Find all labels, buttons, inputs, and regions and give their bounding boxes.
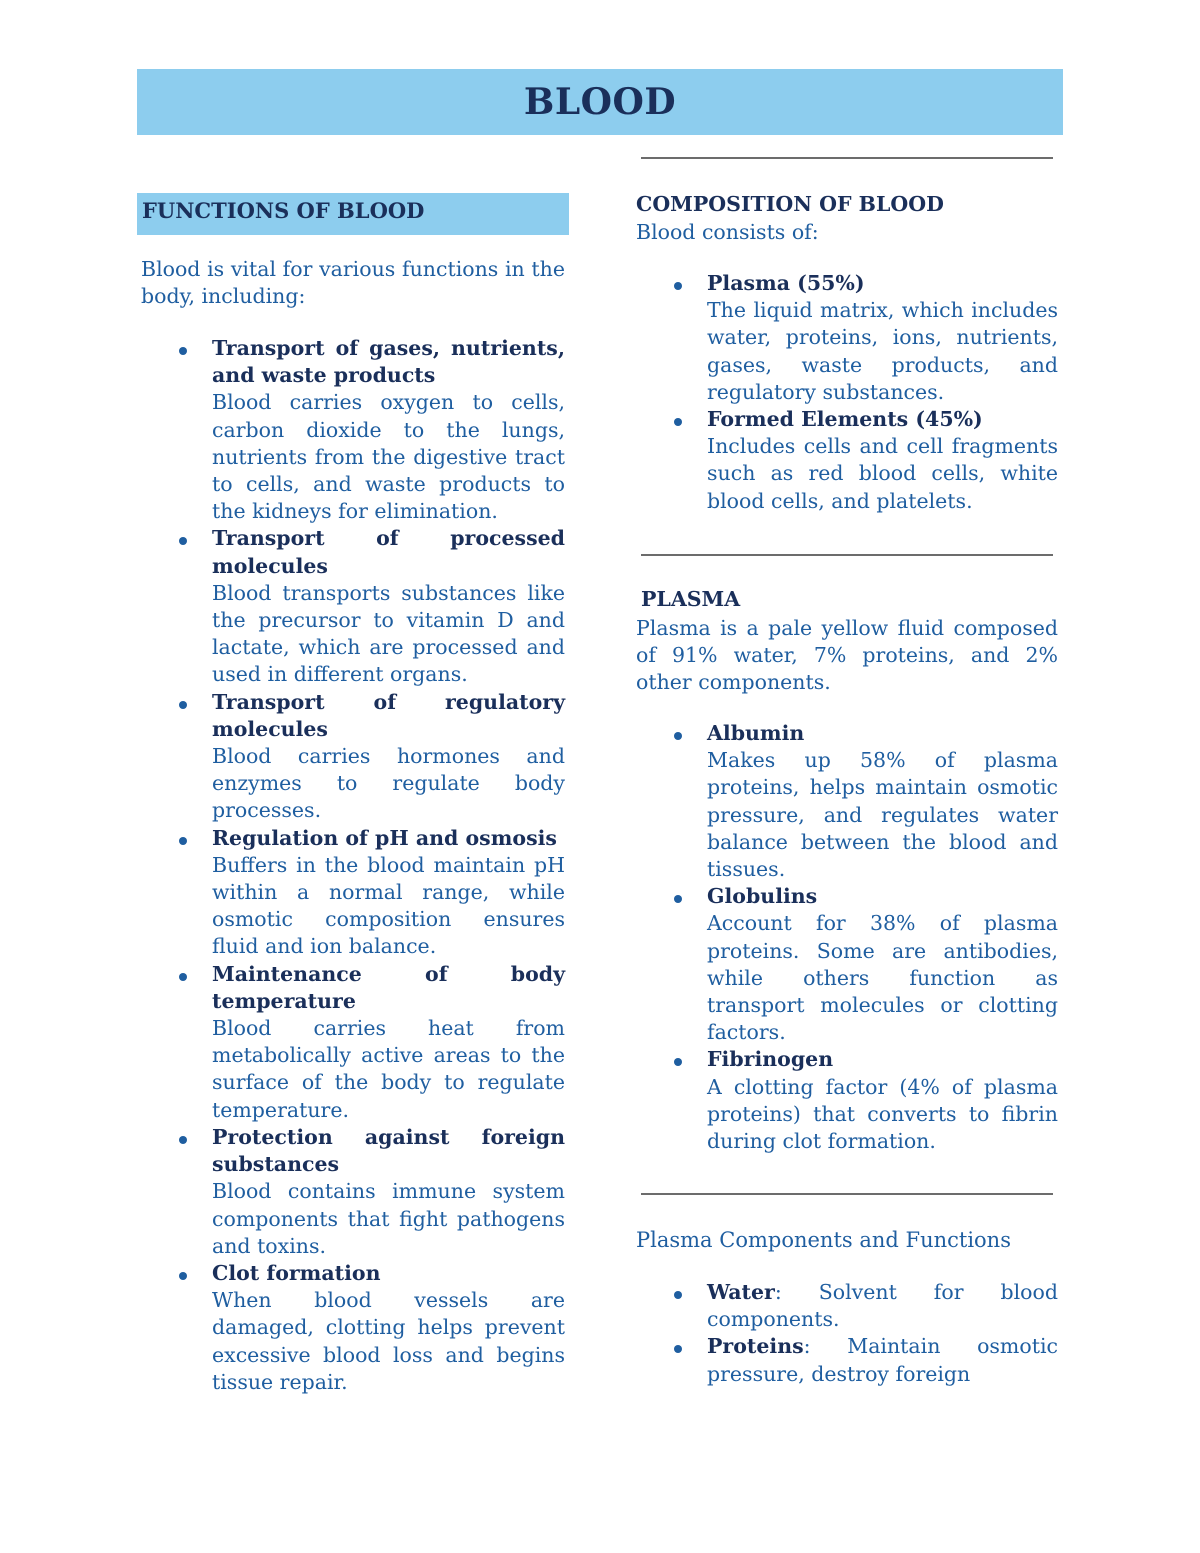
list-item xyxy=(141,961,565,1124)
bullet-icon xyxy=(179,1272,187,1280)
list-item xyxy=(636,270,1058,406)
item-term: Water xyxy=(707,1280,775,1304)
list-item xyxy=(141,1260,565,1396)
item-description: A clotting factor (4% of plasma proteins) that converts to fibrin during clot formation. xyxy=(707,1074,1058,1154)
plasma-heading: PLASMA xyxy=(641,587,741,611)
item-description: Blood carries oxygen to cells, carbon dioxide to the lungs, nutrients from the digestive tract to cells, and waste products to the kidneys for elimination. xyxy=(212,390,565,524)
plasma-list xyxy=(636,720,1058,1155)
item-text: : Maintain osmotic pressure, destroy foreign xyxy=(707,1334,1058,1386)
list-item xyxy=(141,689,565,825)
composition-intro: Blood consists of: xyxy=(636,220,819,244)
divider xyxy=(641,1193,1053,1195)
item-title: Globulins xyxy=(707,884,818,909)
bullet-icon xyxy=(179,347,187,355)
item-description: The liquid matrix, which includes water, proteins, ions, nutrients, gases, waste products, and regulatory substances. xyxy=(707,298,1058,404)
item-title: Regulation of pH and osmosis xyxy=(212,825,557,850)
components-heading: Plasma Components and Functions xyxy=(636,1228,1011,1252)
item-title: Transport of regulatory molecules xyxy=(212,689,565,741)
composition-heading: COMPOSITION OF BLOOD xyxy=(636,192,944,216)
list-item xyxy=(636,883,1058,1046)
item-description: Includes cells and cell fragments such as red blood cells, white blood cells, and platelets. xyxy=(707,434,1058,513)
item-description: Blood contains immune system components that fight pathogens and toxins. xyxy=(212,1179,565,1258)
item-description: Makes up 58% of plasma proteins, helps maintain osmotic pressure, and regulates water balance between the blood and tissues. xyxy=(707,748,1058,882)
item-title: Transport of processed molecules xyxy=(212,526,565,578)
plasma-intro: Plasma is a pale yellow fluid composed of 91% water, 7% proteins, and 2% other components. xyxy=(636,616,1058,695)
bullet-icon xyxy=(179,701,187,709)
item-title: Fibrinogen xyxy=(707,1047,834,1072)
functions-heading: FUNCTIONS OF BLOOD xyxy=(142,198,425,223)
bullet-icon xyxy=(674,418,682,426)
item-description: Buffers in the blood maintain pH within a normal range, while osmotic composition ensures fluid and ion balance. xyxy=(212,852,565,959)
page-title: BLOOD xyxy=(523,81,677,123)
bullet-icon xyxy=(179,537,187,545)
item-title: Clot formation xyxy=(212,1260,381,1285)
list-item xyxy=(636,406,1058,515)
bullet-icon xyxy=(674,732,682,740)
item-description: Blood transports substances like the precursor to vitamin D and lactate, which are processed and used in different organs. xyxy=(212,580,565,687)
components-list xyxy=(636,1279,1058,1388)
composition-list xyxy=(636,270,1058,515)
item-title: Formed Elements (45%) xyxy=(707,407,983,432)
divider xyxy=(641,554,1053,556)
list-item xyxy=(636,1279,1058,1333)
bullet-icon xyxy=(674,1291,682,1299)
list-item xyxy=(636,1333,1058,1387)
item-description: Blood carries heat from metabolically active areas to the surface of the body to regulate temperature. xyxy=(212,1016,565,1122)
bullet-icon xyxy=(179,973,187,981)
bullet-icon xyxy=(674,1345,682,1353)
list-item xyxy=(636,720,1058,883)
list-item xyxy=(636,1046,1058,1155)
bullet-icon xyxy=(674,1058,682,1066)
item-title: Protection against foreign substances xyxy=(212,1124,565,1177)
item-title: Maintenance of body temperature xyxy=(212,961,565,1013)
divider xyxy=(641,157,1053,159)
item-term: Proteins xyxy=(707,1334,804,1359)
list-item xyxy=(141,335,565,525)
item-title: Plasma (55%) xyxy=(707,271,865,295)
functions-intro: Blood is vital for various functions in the body, including: xyxy=(141,257,565,309)
item-description: Blood carries hormones and enzymes to regulate body processes. xyxy=(212,744,565,823)
item-text: : Solvent for blood components. xyxy=(707,1280,1058,1332)
list-item xyxy=(141,1124,565,1260)
bullet-icon xyxy=(674,895,682,903)
list-item xyxy=(141,525,565,688)
item-title: Transport of gases, nutrients, and waste products xyxy=(212,336,565,388)
bullet-icon xyxy=(179,837,187,845)
bullet-icon xyxy=(674,282,682,290)
item-description: When blood vessels are damaged, clotting helps prevent excessive blood loss and begins tissue repair. xyxy=(212,1288,565,1394)
title-banner xyxy=(137,69,1063,135)
functions-list xyxy=(141,335,565,1396)
item-title: Albumin xyxy=(707,721,805,745)
list-item xyxy=(141,825,565,961)
bullet-icon xyxy=(179,1136,187,1144)
item-description: Account for 38% of plasma proteins. Some are antibodies, while others function as transport molecules or clotting factors. xyxy=(707,911,1058,1045)
